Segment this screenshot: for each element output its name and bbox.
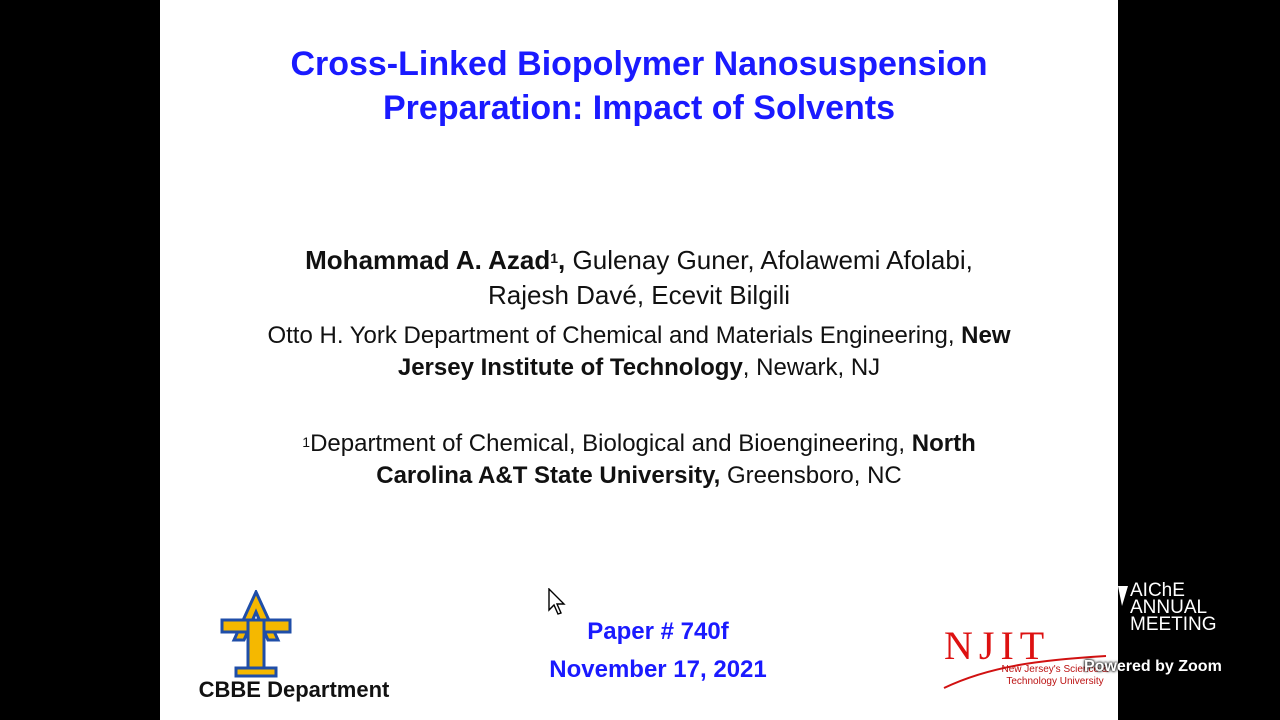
aiche-logo-text (1130, 582, 1217, 633)
paper-date: November 17, 2021 (549, 656, 767, 683)
slide-title (160, 42, 1118, 130)
aiche-line-2: ANNUAL (1130, 597, 1208, 618)
affiliation-1-location: , Newark, NJ (742, 354, 881, 381)
aiche-line-1: AIChE (1130, 580, 1185, 601)
author-list (200, 243, 1078, 313)
coauthors-line-1: Gulenay Guner, Afolawemi Afolabi, (565, 245, 973, 275)
main-author: Mohammad A. Azad (305, 245, 551, 275)
affiliation-ncat (190, 428, 1088, 492)
affiliation-njit (190, 320, 1088, 384)
njit-tagline-line-2: Technology University (1006, 676, 1104, 687)
presentation-slide (160, 0, 1118, 720)
aiche-mark-icon (1116, 584, 1130, 632)
powered-by-zoom-label: Powered by Zoom (1084, 658, 1222, 675)
authors-line-1 (200, 243, 1078, 278)
coauthors-line-2: Rajesh Davé, Ecevit Bilgili (487, 280, 790, 310)
affiliation-2-superscript: 1 (302, 434, 311, 450)
affiliation-2-inst-line-2: Carolina A&T State University, (376, 462, 721, 489)
main-author-superscript: 1 (550, 250, 559, 266)
affiliation-1-dept: Otto H. York Department of Chemical and Materials Engineering, (267, 322, 962, 349)
mouse-cursor-icon (548, 588, 568, 616)
affiliation-2-dept: Department of Chemical, Biological and Bioengineering, (310, 430, 912, 457)
affiliation-1-inst-line-1: New (961, 322, 1011, 349)
affiliation-2-inst-line-1: North (911, 430, 976, 457)
affiliation-1-inst-line-2: Jersey Institute of Technology (397, 354, 743, 381)
title-line-2: Preparation: Impact of Solvents (383, 89, 895, 127)
ncat-aggie-logo-icon (218, 590, 294, 678)
njit-tagline-line-1: New Jersey's Science & (1001, 664, 1109, 675)
njit-logo-letters: NJIT (944, 623, 1051, 668)
main-author-comma: , (558, 245, 566, 275)
paper-info (500, 613, 816, 689)
title-line-1: Cross-Linked Biopolymer Nanosuspension (290, 45, 988, 83)
aiche-line-3: MEETING (1130, 614, 1217, 635)
cbbe-caption: CBBE Department (198, 677, 390, 702)
affiliation-2-location: Greensboro, NC (720, 462, 902, 489)
paper-number: Paper # 740f (587, 618, 729, 645)
